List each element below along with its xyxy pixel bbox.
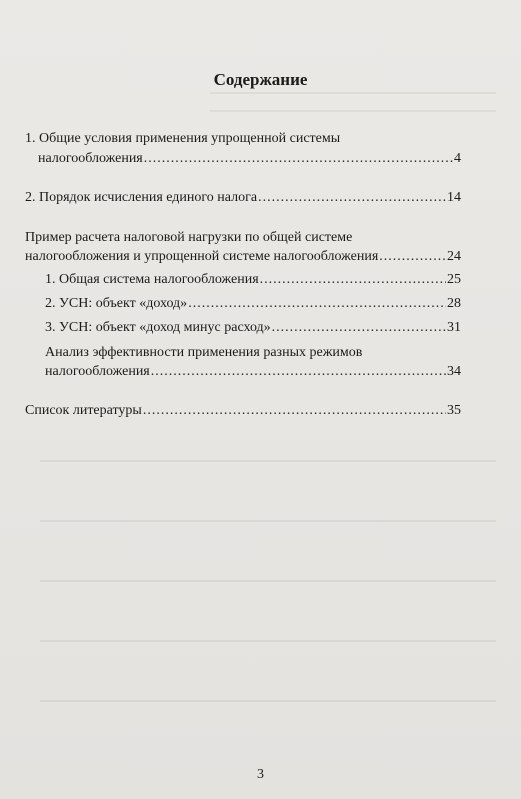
bleed-through-line	[40, 580, 496, 582]
toc-page-number: 31	[447, 320, 461, 335]
bleed-through-line	[40, 640, 496, 642]
toc-leader-dots	[258, 190, 446, 206]
toc-leader-dots	[272, 320, 446, 336]
toc-leader-dots	[379, 249, 446, 265]
toc-entry-label: 3. УСН: объект «доход минус расход»	[45, 320, 271, 335]
bleed-through-line	[40, 460, 496, 462]
toc-page-number: 34	[447, 364, 461, 379]
toc-leader-dots	[144, 151, 453, 167]
toc-page-number: 25	[447, 272, 461, 287]
toc-entry-label: Список литературы	[25, 403, 142, 418]
toc-page-number: 24	[447, 249, 461, 264]
toc-leader-dots	[188, 296, 446, 312]
toc-entry-label: 2. УСН: объект «доход»	[45, 296, 188, 311]
toc-entry-label: 2. Порядок исчисления единого налога	[25, 190, 258, 205]
toc-entry-usn-income-minus-expense	[45, 320, 461, 336]
bleed-through-line	[210, 110, 496, 112]
toc-entry-bibliography	[25, 403, 461, 419]
page-number: 3	[257, 767, 264, 782]
toc-entry-example	[25, 249, 461, 265]
bleed-through-line	[40, 700, 496, 702]
toc-entry-general-system	[45, 272, 461, 288]
toc-entry-label: 1. Общая система налогообложения	[45, 272, 259, 287]
toc-page-number: 14	[447, 190, 461, 205]
toc-entry-usn-income	[45, 296, 461, 312]
toc-entry-general-conditions	[38, 151, 461, 167]
toc-entry-label: налогообложения	[45, 364, 150, 379]
toc-leader-dots	[151, 364, 446, 380]
bleed-through-line	[40, 520, 496, 522]
bleed-through-line	[210, 92, 496, 94]
toc-entry-efficiency-line1: Анализ эффективности применения разных режимов	[45, 345, 363, 360]
toc-entry-example-line1: Пример расчета налоговой нагрузки по общей системе	[25, 230, 353, 245]
page-title: Содержание	[213, 70, 308, 89]
toc-entry-general-conditions-line1: 1. Общие условия применения упрощенной системы	[25, 131, 341, 146]
toc-entry-label: налогообложения и упрощенной системе налогообложения	[25, 249, 379, 264]
toc-page-number: 28	[447, 296, 461, 311]
toc-leader-dots	[260, 272, 446, 288]
toc-entry-efficiency	[45, 364, 461, 380]
toc-page-number: 35	[447, 403, 461, 418]
toc-entry-tax-calculation	[25, 190, 461, 206]
toc-page-number: 4	[454, 151, 461, 166]
toc-leader-dots	[143, 403, 446, 419]
toc-entry-label: налогообложения	[38, 151, 143, 166]
